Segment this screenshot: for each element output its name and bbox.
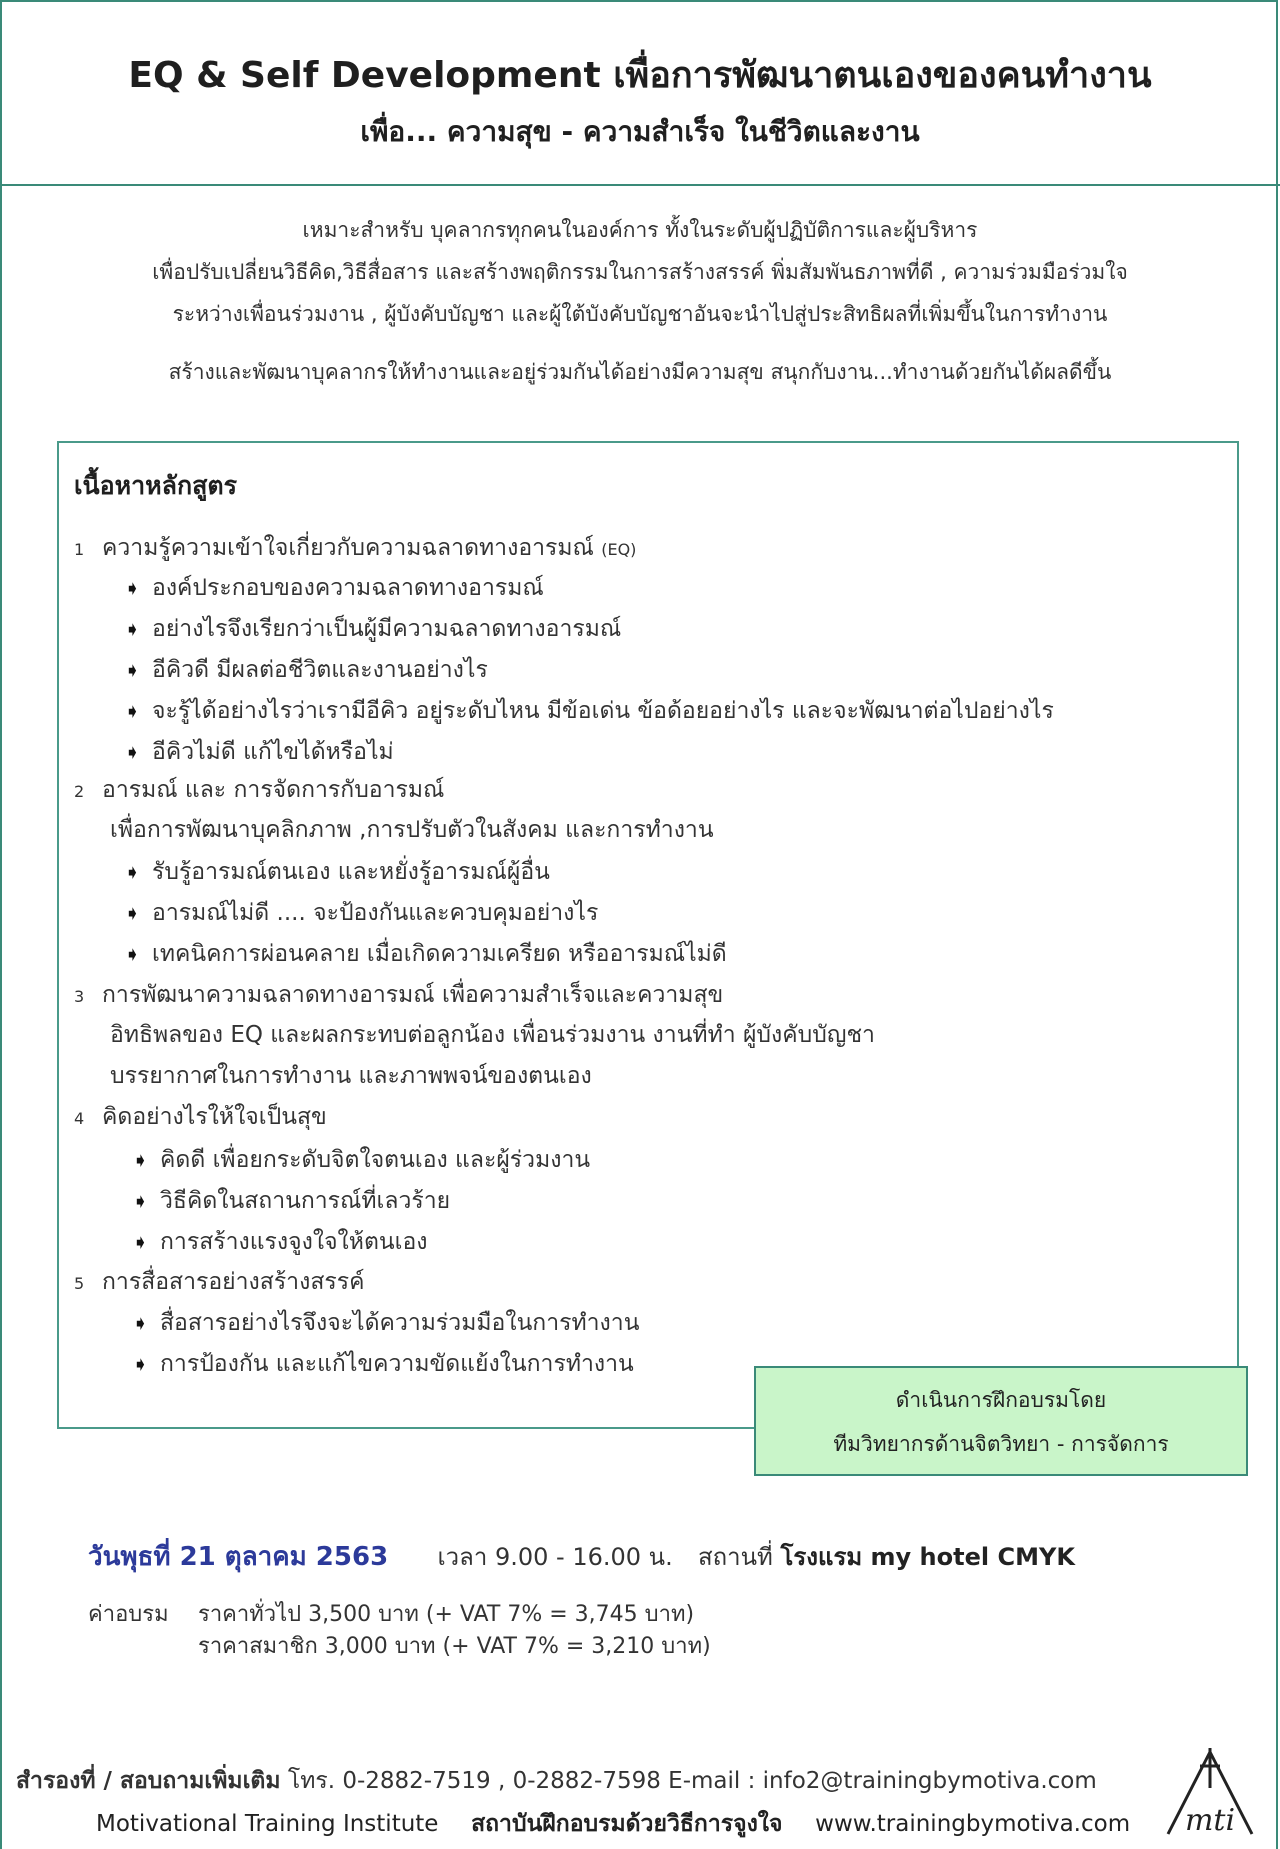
list-item: ➧ อารมณ์ไม่ดี .... จะป้องกันและควบคุมอย่างไร [124, 900, 599, 926]
list-item: ➧ เทคนิคการผ่อนคลาย เมื่อเกิดความเครียด หรืออารมณ์ไม่ดี [124, 941, 727, 967]
venue-label: สถานที่ [697, 1543, 773, 1571]
arrow-bullet-icon: ➧ [124, 576, 141, 600]
section-number: 1 [74, 540, 85, 559]
org-name-th: สถาบันฝึกอบรมด้วยวิธีการจูงใจ [471, 1811, 783, 1837]
section-5 [74, 1264, 364, 1300]
organization-info [96, 1806, 1130, 1842]
logo-text: mti [1184, 1803, 1236, 1838]
outline-title: เนื้อหาหลักสูตร [74, 471, 238, 500]
intro-line-1: เหมาะสำหรับ บุคลากรทุกคนในองค์การ ทั้งในระดับผู้ปฏิบัติการและผู้บริหาร [302, 218, 978, 242]
list-item: ➧ รับรู้อารมณ์ตนเอง และหยั่งรู้อารมณ์ผู้อื่น [124, 859, 550, 885]
arrow-bullet-icon: ➧ [132, 1311, 149, 1335]
contact-label: สำรองที่ / สอบถามเพิ่มเติม [16, 1768, 281, 1794]
list-item: ➧ การสร้างแรงจูงใจให้ตนเอง [132, 1229, 428, 1255]
arrow-bullet-icon: ➧ [124, 740, 141, 764]
event-date: วันพุธที่ 21 ตุลาคม 2563 [88, 1542, 389, 1572]
section-3-sub-1: อิทธิพลของ EQ และผลกระทบต่อลูกน้อง เพื่อนร่วมงาน งานที่ทำ ผู้บังคับบัญชา [110, 1022, 875, 1048]
intro-line-3: ระหว่างเพื่อนร่วมงาน , ผู้บังคับบัญชา และผู้ใต้บังคับบัญชาอันจะนำไปสู่ประสิทธิผลที่เพิ่มขึ้นในการทำงาน [172, 302, 1108, 326]
list-item: ➧ อีคิวดี มีผลต่อชีวิตและงานอย่างไร [124, 657, 488, 683]
section-title: อารมณ์ และ การจัดการกับอารมณ์ [102, 777, 445, 803]
event-venue: โรงแรม my hotel CMYK [780, 1543, 1075, 1571]
section-title: การพัฒนาความฉลาดทางอารมณ์ เพื่อความสำเร็จและความสุข [102, 982, 724, 1008]
time-label: เวลา [437, 1543, 488, 1571]
section-3-sub-2: บรรยากาศในการทำงาน และภาพพจน์ของตนเอง [110, 1063, 592, 1089]
fee-member: ราคาสมาชิก 3,000 บาท (+ VAT 7% = 3,210 บาท) [198, 1634, 711, 1659]
trainer-line-2: ทีมวิทยากรด้านจิตวิทยา - การจัดการ [833, 1432, 1169, 1456]
list-item: ➧ จะรู้ได้อย่างไรว่าเรามีอีคิว อยู่ระดับไหน มีข้อเด่น ข้อด้อยอย่างไร และจะพัฒนาต่อไปอย่างไร [124, 698, 1054, 724]
contact-details: โทร. 0-2882-7519 , 0-2882-7598 E-mail : info2@trainingbymotiva.com [287, 1768, 1097, 1794]
trainer-line-1: ดำเนินการฝึกอบรมโดย [895, 1388, 1107, 1412]
list-item: ➧ องค์ประกอบของความฉลาดทางอารมณ์ [124, 575, 544, 601]
section-number: 2 [74, 782, 85, 801]
trainer-box [754, 1366, 1248, 1476]
section-number: 3 [74, 987, 85, 1006]
section-4 [74, 1099, 327, 1135]
arrow-bullet-icon: ➧ [132, 1189, 149, 1213]
page-title: EQ & Self Development เพื่อการพัฒนาตนเองของคนทำงาน [128, 55, 1152, 96]
fee-label: ค่าอบรม [88, 1602, 169, 1627]
arrow-bullet-icon: ➧ [124, 699, 141, 723]
arrow-bullet-icon: ➧ [124, 860, 141, 884]
section-number: 5 [74, 1274, 85, 1293]
section-suffix: (EQ) [601, 540, 637, 559]
event-time: 9.00 - 16.00 น. [494, 1543, 673, 1571]
page-subtitle: เพื่อ... ความสุข - ความสำเร็จ ในชีวิตและงาน [360, 115, 920, 148]
mti-logo-icon [1160, 1748, 1260, 1840]
fee-general: ราคาทั่วไป 3,500 บาท (+ VAT 7% = 3,745 บาท) [198, 1602, 695, 1627]
list-item: ➧ อีคิวไม่ดี แก้ไขได้หรือไม่ [124, 739, 394, 765]
arrow-bullet-icon: ➧ [124, 617, 141, 641]
section-2-sub: เพื่อการพัฒนาบุคลิกภาพ ,การปรับตัวในสังคม และการทำงาน [110, 817, 714, 843]
section-number: 4 [74, 1109, 85, 1128]
arrow-bullet-icon: ➧ [124, 901, 141, 925]
arrow-bullet-icon: ➧ [124, 658, 141, 682]
list-item: ➧ คิดดี เพื่อยกระดับจิตใจตนเอง และผู้ร่วมงาน [132, 1147, 591, 1173]
section-3 [74, 977, 723, 1013]
list-item: ➧ การป้องกัน และแก้ไขความขัดแย้งในการทำงาน [132, 1351, 634, 1377]
event-info [88, 1536, 1075, 1577]
section-2 [74, 772, 444, 808]
contact-info [16, 1763, 1097, 1799]
section-title: คิดอย่างไรให้ใจเป็นสุข [102, 1104, 327, 1130]
section-title: การสื่อสารอย่างสร้างสรรค์ [102, 1269, 365, 1295]
arrow-bullet-icon: ➧ [132, 1230, 149, 1254]
arrow-bullet-icon: ➧ [132, 1148, 149, 1172]
header [0, 0, 1280, 186]
arrow-bullet-icon: ➧ [132, 1352, 149, 1376]
section-title: ความรู้ความเข้าใจเกี่ยวกับความฉลาดทางอารมณ์ [102, 535, 594, 561]
org-name-en: Motivational Training Institute [96, 1811, 439, 1837]
list-item: ➧ วิธีคิดในสถานการณ์ที่เลวร้าย [132, 1188, 451, 1214]
intro-line-4: สร้างและพัฒนาบุคลากรให้ทำงานและอยู่ร่วมกันได้อย่างมีความสุข สนุกกับงาน...ทำงานด้วยกันได้ผลดีขึ้น [168, 360, 1112, 384]
intro-line-2: เพื่อปรับเปลี่ยนวิธีคิด,วิธีสื่อสาร และสร้างพฤติกรรมในการสร้างสรรค์ พิ่มสัมพันธภาพที่ดี , ความร่วมมือร่วมใจ [152, 260, 1128, 284]
arrow-bullet-icon: ➧ [124, 942, 141, 966]
list-item: ➧ อย่างไรจึงเรียกว่าเป็นผู้มีความฉลาดทางอารมณ์ [124, 616, 622, 642]
website-link[interactable]: www.trainingbymotiva.com [815, 1811, 1131, 1837]
section-1 [74, 530, 636, 566]
list-item: ➧ สื่อสารอย่างไรจึงจะได้ความร่วมมือในการทำงาน [132, 1310, 640, 1336]
